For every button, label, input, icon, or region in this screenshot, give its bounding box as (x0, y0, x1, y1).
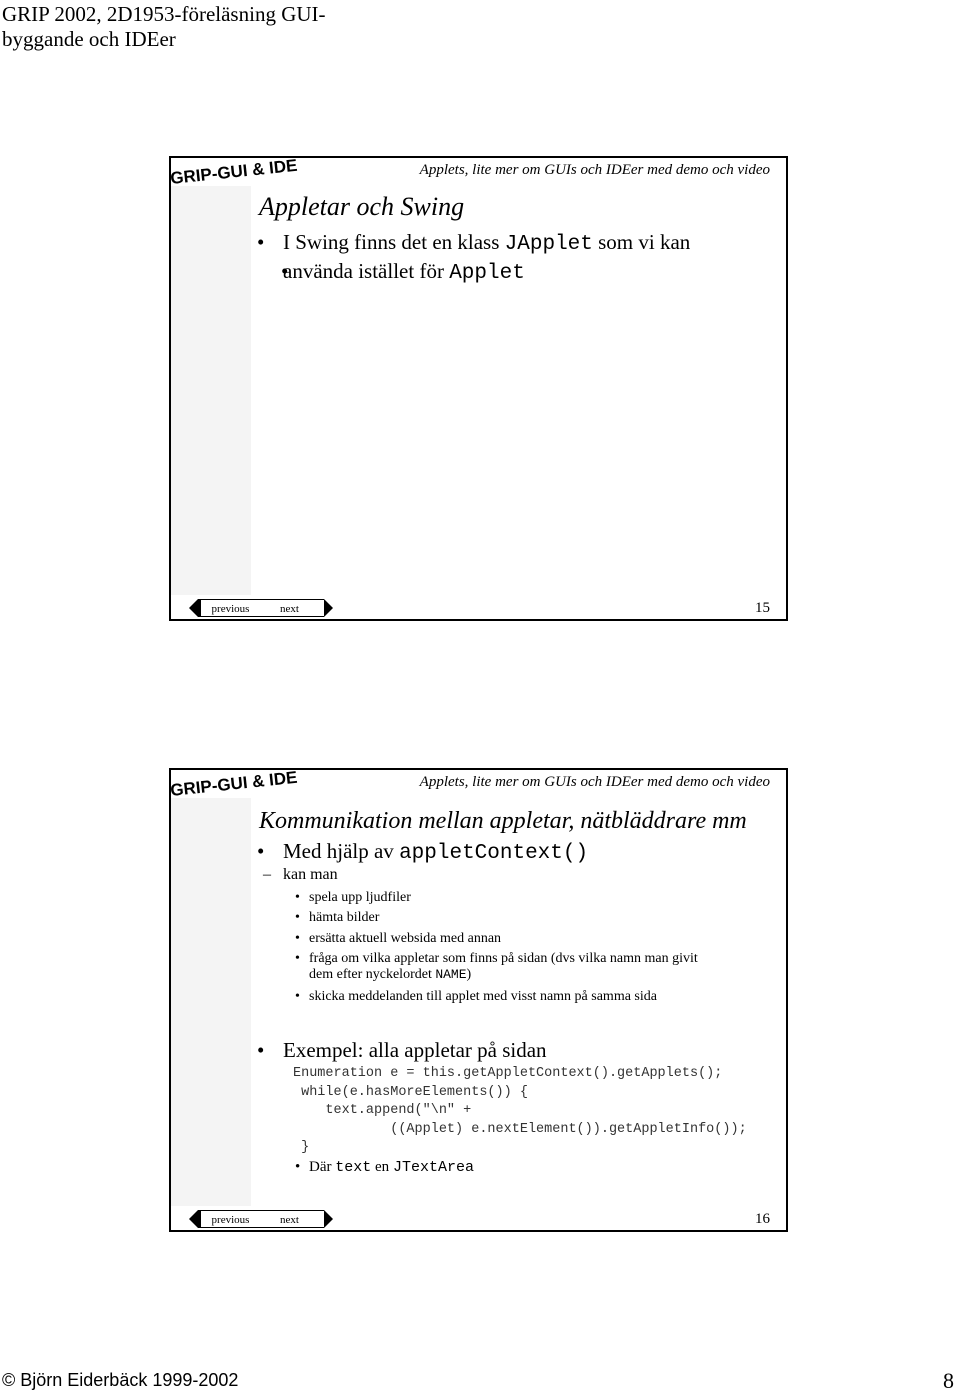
logo-text: GRIP-GUI & IDE (169, 155, 299, 188)
bullet-text: som vi kan (592, 230, 691, 254)
logo-text: GRIP-GUI & IDE (169, 767, 299, 800)
document-header: GRIP 2002, 2D1953-föreläsning GUI-byggande och IDEer (2, 2, 326, 51)
code-text: text (335, 1159, 372, 1176)
code-line: while(e.hasMoreElements()) { (293, 1085, 528, 1100)
slide-number: 15 (755, 600, 770, 616)
next-button[interactable]: next (268, 1210, 324, 1228)
footer-author: © Björn Eiderbäck 1999-2002 (2, 1370, 239, 1390)
dash-icon: – (263, 866, 271, 883)
list-item-continuation (309, 967, 471, 983)
bullet-text: använda istället för (283, 259, 450, 283)
next-button[interactable]: next (268, 599, 324, 617)
list-item: • spela upp ljudfiler (309, 890, 411, 906)
arrow-right-icon (324, 599, 333, 617)
nav-divider (260, 599, 268, 617)
page-number: 8 (943, 1368, 954, 1393)
grip-logo (169, 155, 299, 190)
slide-subtitle: Applets, lite mer om GUIs och IDEer med demo och video (419, 162, 770, 178)
list-item-text: ) (466, 967, 472, 982)
code-line: text.append("\n" + (293, 1103, 472, 1118)
slide-title: Kommunikation mellan appletar, nätbläddrare mm (259, 808, 747, 834)
code-name: NAME (435, 967, 467, 982)
slide-subtitle: Applets, lite mer om GUIs och IDEer med demo och video (419, 774, 770, 790)
list-item: • skicka meddelanden till applet med visst namn på samma sida (309, 989, 657, 1005)
previous-button[interactable]: previous (198, 599, 260, 617)
grip-logo (169, 767, 299, 802)
list-item: • ersätta aktuell websida med annan (309, 931, 501, 947)
slide-sidebar (171, 798, 251, 1206)
code-appletcontext: appletContext() (399, 842, 589, 865)
bullet-continuation (283, 257, 525, 288)
list-item: • fråga om vilka appletar som finns på sidan (dvs vilka namn man givit (309, 951, 698, 967)
code-jtextarea: JTextArea (392, 1159, 474, 1176)
slide-15 (169, 156, 788, 621)
bullet-item (259, 228, 690, 259)
code-line: Enumeration e = this.getAppletContext().getApplets(); (293, 1066, 723, 1081)
note-text: en (371, 1159, 393, 1175)
arrow-left-icon (189, 1210, 198, 1228)
code-line: } (293, 1140, 310, 1155)
slide-nav (189, 1210, 333, 1228)
bullet-text: Med hjälp av (283, 839, 400, 863)
list-item (309, 1159, 474, 1176)
sub-item-text: kan man (283, 866, 338, 883)
list-item: • hämta bilder (309, 910, 379, 926)
slide-sidebar (171, 186, 251, 595)
code-japplet: JApplet (504, 233, 593, 256)
arrow-left-icon (189, 599, 198, 617)
slide-nav (189, 599, 333, 617)
bullet-item (259, 1036, 547, 1064)
sub-item (263, 864, 338, 886)
bullet-text: I Swing finns det en klass (283, 230, 505, 254)
code-applet: Applet (449, 262, 525, 285)
slide-number: 16 (755, 1211, 770, 1227)
note-text: Där (309, 1159, 336, 1175)
arrow-right-icon (324, 1210, 333, 1228)
slide-title: Appletar och Swing (259, 192, 465, 221)
nav-divider (260, 1210, 268, 1228)
list-item-text: dem efter nyckelordet (309, 967, 436, 982)
bullet-text: Exempel: alla appletar på sidan (283, 1038, 547, 1062)
code-line: ((Applet) e.nextElement()).getAppletInfo()); (293, 1122, 747, 1137)
slide-16 (169, 768, 788, 1232)
previous-button[interactable]: previous (198, 1210, 260, 1228)
